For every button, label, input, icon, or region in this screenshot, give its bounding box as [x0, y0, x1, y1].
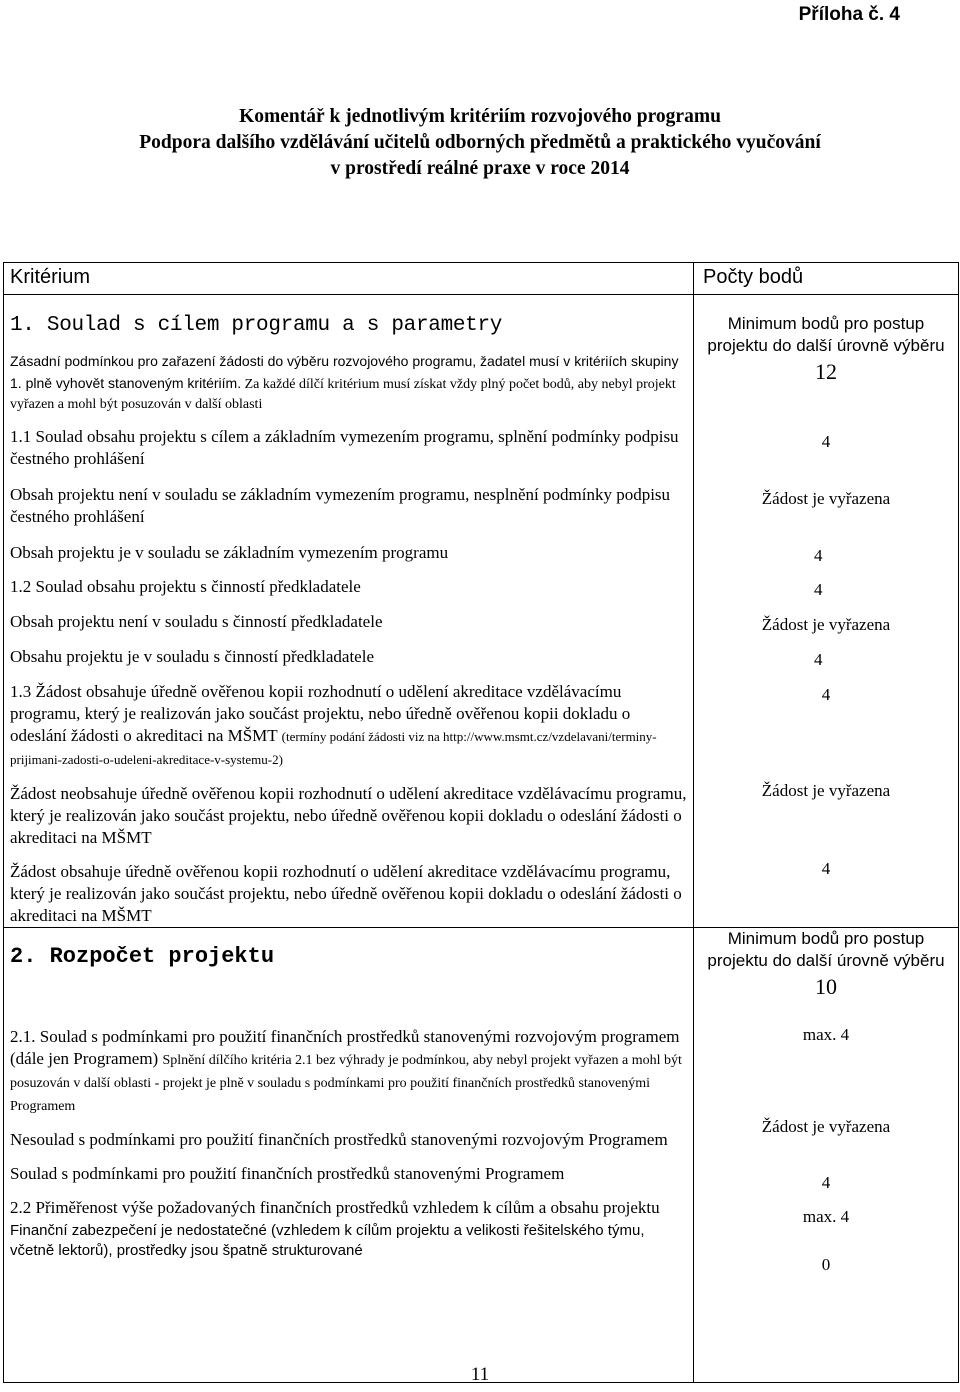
section1-block: [4, 295, 959, 928]
criterion-1-1-positive: Obsah projektu je v souladu se základním vymezením programu: [10, 543, 449, 562]
section2-min-label: Minimum bodů pro postup projektu do další úrovně výběru: [707, 929, 945, 970]
header-criterion: Kritérium: [4, 263, 694, 295]
section2-title: 2. Rozpočet projektu: [10, 944, 275, 969]
page-number: 11: [470, 1364, 490, 1385]
criterion-1-2-pos-points: 4: [814, 650, 823, 669]
criterion-2-1-points: max. 4: [802, 1025, 850, 1044]
criterion-1-3-points: 4: [821, 685, 831, 704]
section1-note: Zásadní podmínkou pro zařazení žádosti do výběru rozvojového programu, žadatel musí v kritériích skupiny 1. plně vyhovět stanoveným kritériím. Za každé dílčí kritérium musí získat vždy plný počet bodů, aby nebyl projekt vyřazen a mohl být posuzován v další oblasti: [10, 353, 679, 412]
document-title: [0, 104, 960, 182]
title-line-3: v prostředí reálné praxe v roce 2014: [330, 158, 630, 179]
criterion-2-2-sub: Finanční zabezpečení je nedostatečné (vzhledem k cílům projektu a velikosti řešitelského týmu, včetně lektorů), prostředky jsou špatně strukturované: [10, 1222, 645, 1259]
section2-criteria-cell: [4, 928, 694, 1383]
criterion-1-2-points: 4: [814, 580, 823, 599]
criterion-1-3-pos-points: 4: [821, 859, 831, 878]
section2-min-value: 10: [815, 974, 837, 999]
criterion-1-1: 1.1 Soulad obsahu projektu s cílem a základním vymezením programu, splnění podmínky podpisu čestného prohlášení: [10, 427, 679, 468]
section1-points-cell: [694, 295, 959, 928]
criterion-1-3-positive: Žádost obsahuje úředně ověřenou kopii rozhodnutí o udělení akreditace vzdělávacímu programu, který je realizován jako součást projektu, nebo úředně ověřenou kopii dokladu o odeslání žádosti o akreditaci na MŠMT: [10, 862, 682, 925]
section2-points-cell: [694, 928, 959, 1383]
title-line-1: Komentář k jednotlivým kritériím rozvojového programu: [239, 106, 721, 127]
criterion-1-1-pos-points: 4: [814, 546, 823, 565]
criterion-2-2: 2.2 Přiměřenost výše požadovaných finančních prostředků vzhledem k cílům a obsahu projektu: [10, 1198, 660, 1217]
criterion-1-1-neg-result: Žádost je vyřazena: [761, 489, 891, 508]
criterion-2-1-pos-points: 4: [821, 1173, 831, 1192]
criterion-1-3-neg-result: Žádost je vyřazena: [761, 781, 891, 800]
criterion-1-2-negative: Obsah projektu není v souladu s činností předkladatele: [10, 612, 383, 631]
criterion-1-1-points: 4: [821, 432, 831, 451]
criterion-1-2-neg-result: Žádost je vyřazena: [761, 615, 891, 634]
criterion-2-1: 2.1. Soulad s podmínkami pro použití finančních prostředků stanovenými rozvojovým programem (dále jen Programem) Splnění dílčího kritéria 2.1 bez výhrady je podmínkou, aby nebyl projekt vyřazen a mohl být posuzován v další oblasti - projekt je plně v souladu s podmínkami pro použití finančních prostředků stanovenými Programem: [10, 1027, 682, 1114]
criterion-1-3-negative: Žádost neobsahuje úředně ověřenou kopii rozhodnutí o udělení akreditace vzdělávacímu programu, který je realizován jako součást projektu, nebo úředně ověřenou kopii dokladu o odeslání žádosti o akreditaci na MŠMT: [10, 784, 687, 847]
section2-block: [4, 928, 959, 1383]
criterion-1-3-note: (termíny podání žádosti viz na http://www.msmt.cz/vzdelavani/terminy-prijimani-zadosti-o-udeleni-akreditace-v-systemu-2): [10, 729, 657, 767]
criterion-1-2: 1.2 Soulad obsahu projektu s činností předkladatele: [10, 577, 361, 596]
criterion-2-1-positive: Soulad s podmínkami pro použití finančních prostředků stanovenými Programem: [10, 1164, 565, 1183]
annex-label: Příloha č. 4: [798, 4, 900, 25]
criteria-table: [3, 262, 959, 1383]
table-header-row: [4, 263, 959, 295]
header-points: Počty bodů: [694, 263, 959, 295]
title-line-2: Podpora dalšího vzdělávání učitelů odborných předmětů a praktického vyučování: [139, 132, 821, 153]
criterion-2-1-note: Splnění dílčího kritéria 2.1 bez výhrady je podmínkou, aby nebyl projekt vyřazen a mohl být posuzován v další oblasti - projekt je plně v souladu s podmínkami pro použití finančních prostředků stanovenými Programem: [10, 1053, 682, 1114]
criterion-2-2-points: max. 4: [802, 1207, 850, 1226]
section1-min-label: Minimum bodů pro postup projektu do další úrovně výběru: [707, 314, 945, 355]
section1-title: 1. Soulad s cílem programu a s parametry: [10, 314, 503, 337]
section1-criteria-cell: [4, 295, 694, 928]
criterion-1-1-negative: Obsah projektu není v souladu se základním vymezením programu, nesplnění podmínky podpisu čestného prohlášení: [10, 485, 671, 526]
criterion-1-3: 1.3 Žádost obsahuje úředně ověřenou kopii rozhodnutí o udělení akreditace vzdělávacímu programu, který je realizován jako součást projektu, nebo úředně ověřenou kopii dokladu o odeslání žádosti o akreditaci na MŠMT (termíny podání žádosti viz na http://www.msmt.cz/vzdelavani/terminy-prijimani-zadosti-o-udeleni-akreditace-v-systemu-2): [10, 682, 657, 767]
section1-min-value: 12: [815, 359, 837, 384]
criterion-1-2-positive: Obsahu projektu je v souladu s činností předkladatele: [10, 647, 374, 666]
criterion-2-2-sub-points: 0: [821, 1255, 831, 1274]
criterion-2-1-neg-result: Žádost je vyřazena: [761, 1117, 891, 1136]
criterion-2-1-negative: Nesoulad s podmínkami pro použití finančních prostředků stanovenými rozvojovým Programem: [10, 1130, 668, 1149]
